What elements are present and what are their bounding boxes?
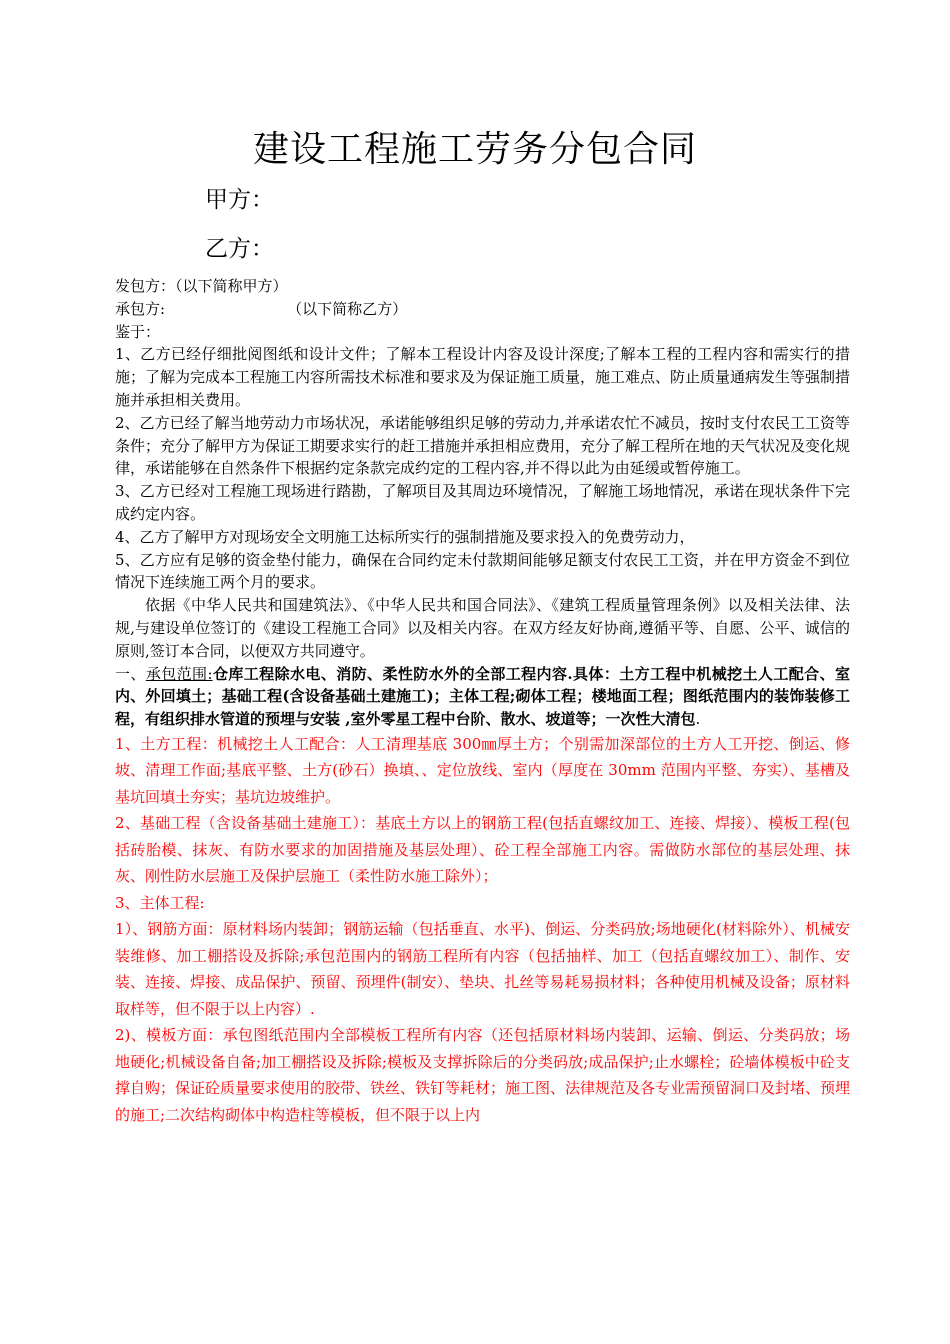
foundation-item: 2、基础工程（含设备基础土建施工）：基底土方以上的钢筋工程(包括直螺纹加工、连接、焊接）、模板工程(包括砖胎模、抹灰、有防水要求的加固措施及基层处理）、砼工程全部施工内容。需做防水部位的基层处理、抹灰、刚性防水层施工及保护层施工（柔性防水施工除外）； (115, 814, 850, 886)
main-structure-heading: 3、主体工程: (115, 893, 205, 912)
party-a-line: 甲方： (205, 187, 274, 213)
scope-label: 承包范围: (145, 664, 213, 683)
subcontractor-note: （以下简称乙方） (287, 299, 408, 318)
contractor-line: 发包方：（以下简称甲方） (115, 277, 288, 295)
section-1-scope (115, 663, 850, 731)
clause-3: 3、乙方已经对工程施工现场进行踏勘，了解项目及其周边环境情况，了解施工场地情况，承诺在现状条件下完成约定内容。 (115, 482, 850, 523)
section-number: 一、 (115, 664, 146, 683)
subcontractor-line (115, 298, 850, 321)
clause-5: 5、乙方应有足够的资金垫付能力，确保在合同约定未付款期间能够足额支付农民工工资，并在甲方资金不到位情况下连续施工两个月的要求。 (115, 550, 850, 592)
formwork-item: 2)、模板方面：承包图纸范围内全部模板工程所有内容（还包括原材料场内装卸、运输、倒运、分类码放；场地硬化;机械设备自备;加工棚搭设及拆除;模板及支撑拆除后的分类码放;成品保护;止水螺栓；砼墙体模板中砼支撑自购；保证砼质量要求使用的胶带、铁丝、铁钉等耗材；施工图、法律规范及各专业需预留洞口及封堵、预埋的施工;二次结构砌体中构造柱等模板，但不限于以上内 (115, 1026, 851, 1124)
earthwork-item: 1、土方工程：机械挖土人工配合：人工清理基底 300㎜厚土方；个别需加深部位的土方人工开挖、倒运、修坡、清理工作面;基底平整、土方(砂石）换填、、定位放线、室内（厚度在 30mm 范围内平整、夯实）、基槽及基坑回填土夯实；基坑边坡维护。 (115, 734, 850, 806)
contract-body (115, 275, 850, 1128)
basis-paragraph: 依据《中华人民共和国建筑法》、《中华人民共和国合同法》、《建筑工程质量管理条例》以及相关法律、法规,与建设单位签订的《建设工程施工合同》以及相关内容。在双方经友好协商,遵循平等、自愿、公平、诚信的原则,签订本合同，以便双方共同遵守。 (115, 596, 850, 660)
party-b-line: 乙方： (205, 236, 274, 262)
whereas-line: 鉴于： (115, 322, 161, 341)
document-title: 建设工程施工劳务分包合同 (252, 129, 697, 170)
rebar-item: 1）、钢筋方面：原材料场内装卸；钢筋运输（包括垂直、水平)、倒运、分类码放;场地硬化(材料除外）、机械安装维修、加工棚搭设及拆除;承包范围内的钢筋工程所有内容（包括抽样、加工（包括直螺纹加工）、制作、安装、连接、焊接、成品保护、预留、预埋件(制安）、垫块、扎丝等易耗易损材料；各种使用机械及设备；原材料取样等，但不限于以上内容）. (115, 920, 850, 1018)
subcontractor-label: 承包方: (115, 299, 166, 318)
scope-text: 仓库工程除水电、消防、柔性防水外的全部工程内容.具体：土方工程中机械挖土人工配合、室内、外回填土；基础工程(含设备基础土建施工)；主体工程;砌体工程；楼地面工程；图纸范围内的装饰装修工程，有组织排水管道的预埋与安装 ,室外零星工程中台阶、散水、坡道等；一次性大清包 (115, 664, 850, 729)
clause-1: 1、乙方已经仔细批阅图纸和设计文件；了解本工程设计内容及设计深度;了解本工程的工程内容和需实行的措施；了解为完成本工程施工内容所需技术标准和要求及为保证施工质量，施工难点、防止质量通病发生等强制措施并承担相关费用。 (115, 345, 851, 409)
clause-2: 2、乙方已经了解当地劳动力市场状况，承诺能够组织足够的劳动力,并承诺农忙不减员，按时支付农民工工资等条件；充分了解甲方为保证工期要求实行的赶工措施并承担相应费用，充分了解工程所在地的天气状况及变化规律，承诺能够在自然条件下根据约定条款完成约定的工程内容,并不得以此为由延缓或暂停施工。 (115, 413, 851, 478)
scope-end: . (695, 710, 701, 729)
clause-4: 4、乙方了解甲方对现场安全文明施工达标所实行的强制措施及要求投入的免费劳动力， (115, 527, 695, 546)
